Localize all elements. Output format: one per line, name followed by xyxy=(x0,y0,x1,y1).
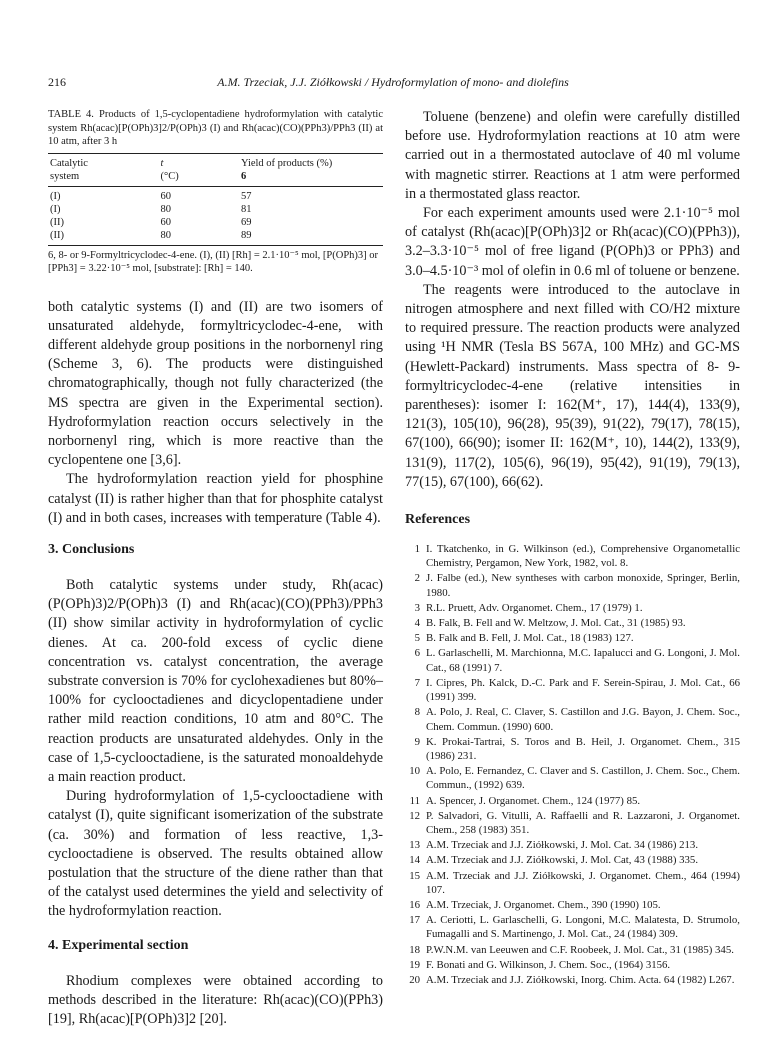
table-cell: (II) xyxy=(50,216,64,228)
reference-text: A. Polo, J. Real, C. Claver, S. Castillon and J.G. Bayon, J. Chem. Soc., Chem. Commun. (1990) 600. xyxy=(426,706,740,733)
reference-item xyxy=(405,616,740,630)
reference-number: 2 xyxy=(414,572,420,585)
reference-text: F. Bonati and G. Wilkinson, J. Chem. Soc., (1964) 3156. xyxy=(426,958,671,971)
reference-text: A.M. Trzeciak and J.J. Ziółkowski, Inorg. Chim. Acta. 64 (1982) L267. xyxy=(426,973,735,986)
reference-number: 15 xyxy=(409,869,420,882)
table-4 xyxy=(48,153,383,246)
body-paragraph: The hydroformylation reaction yield for phosphine catalyst (II) is rather higher than that for phosphite catalyst (I) and in both cases, increases with temperature (Table 4). xyxy=(48,471,383,526)
table-footnote: 6, 8- or 9-Formyltricyclodec-4-ene. (I), (II) [Rh] = 2.1·10⁻⁵ mol, [P(OPh)3] or [PPh3] = 3.22·10⁻⁵ mol, [substrate]: [Rh] = 140. xyxy=(48,249,379,274)
table-header-row xyxy=(48,153,383,170)
reference-text: L. Garlaschelli, M. Marchionna, M.C. Iapalucci and G. Longoni, J. Mol. Cat., 68 (1991) 7. xyxy=(426,647,740,674)
section-heading: 3. Conclusions xyxy=(48,541,135,557)
reference-number: 10 xyxy=(409,765,420,778)
column-header: t xyxy=(159,153,239,170)
reference-number: 11 xyxy=(409,794,420,807)
body-paragraph: Toluene (benzene) and olefin were carefully distilled before use. Hydroformylation reactions at 10 atm were carried out in a thermostated autoclave of 40 ml volume with magnetic stirrer. Reactions at 1 atm were performed in a thermostated glass reactor. xyxy=(405,109,740,202)
reference-text: A. Spencer, J. Organomet. Chem., 124 (1977) 85. xyxy=(426,794,641,807)
reference-number: 7 xyxy=(414,676,420,689)
reference-text: B. Falk, B. Fell and W. Meltzow, J. Mol. Cat., 31 (1985) 93. xyxy=(426,617,686,630)
table-row xyxy=(48,203,383,216)
reference-number: 16 xyxy=(409,898,420,911)
body-paragraph: Rhodium complexes were obtained according to methods described in the literature: Rh(acac)(CO)(PPh3) [19], Rh(acac)[P(OPh)3]2 [20]. xyxy=(48,972,383,1027)
reference-item xyxy=(405,973,740,987)
reference-item xyxy=(405,853,740,867)
reference-item xyxy=(405,764,740,792)
reference-text: K. Prokai-Tartrai, S. Toros and B. Heil, J. Organomet. Chem., 315 (1986) 231. xyxy=(426,735,740,762)
reference-number: 17 xyxy=(409,914,420,927)
reference-text: A.M. Trzeciak, J. Organomet. Chem., 390 (1990) 105. xyxy=(426,898,661,911)
table-cell: 80 xyxy=(159,229,239,246)
body-paragraph: For each experiment amounts used were 2.1·10⁻⁵ mol of catalyst (Rh(acac)[P(OPh)3]2 or Rh(acac)(CO)(PPh3)), 3.2–3.3·10⁻⁵ mol of free ligand (P(OPh)3 or PPh3) and 3.0–4.5·10⁻³ mol of olefin in 0.6 ml of toluene or benzene. xyxy=(405,205,740,279)
reference-number: 5 xyxy=(414,632,420,645)
reference-text: I. Tkatchenko, in G. Wilkinson (ed.), Comprehensive Organometallic Chemistry, Pergamon, New York, 1982, vol. 8. xyxy=(426,543,740,570)
reference-number: 18 xyxy=(409,943,420,956)
reference-item xyxy=(405,676,740,704)
table-cell: 60 xyxy=(160,190,172,202)
reference-number: 19 xyxy=(409,958,420,971)
table-cell: 57 xyxy=(240,190,252,202)
table-cell: 60 xyxy=(160,216,172,228)
reference-number: 14 xyxy=(409,854,420,867)
reference-text: R.L. Pruett, Adv. Organomet. Chem., 17 (1979) 1. xyxy=(426,601,643,614)
table-cell: 89 xyxy=(239,229,383,246)
reference-number: 4 xyxy=(414,617,420,630)
reference-item xyxy=(405,571,740,599)
reference-number: 20 xyxy=(409,973,420,986)
reference-item xyxy=(405,705,740,733)
table-row xyxy=(48,186,383,203)
reference-text: P.W.N.M. van Leeuwen and C.F. Roobeek, J. Mol. Cat., 31 (1985) 345. xyxy=(426,943,734,956)
table-row xyxy=(48,229,383,246)
reference-number: 9 xyxy=(414,735,420,748)
right-column xyxy=(405,108,740,988)
reference-text: A. Ceriotti, L. Garlaschelli, G. Longoni, M.C. Malatesta, D. Strumolo, Fumagalli and S. Martinengo, J. Mol. Cat., 24 (1984) 309. xyxy=(426,914,740,941)
reference-item xyxy=(405,631,740,645)
reference-text: B. Falk and B. Fell, J. Mol. Cat., 18 (1983) 127. xyxy=(426,632,634,645)
table-cell: (I) xyxy=(50,203,61,215)
body-paragraph: The reagents were introduced to the autoclave in nitrogen atmosphere and next filled with CO/H2 mixture to required pressure. The reaction products were analyzed using ¹H NMR (Tesla BS 567A, 100 MHz) and GC-MS (Hewlett-Packard) instruments. Mass spectra of 8- 9-formyltricyclodec-4-ene (relative intensities in parentheses): isomer I: 162(M⁺, 17), 144(4), 133(9), 121(3), 105(10), 96(28), 95(39), 91(22), 79(17), 78(15), 67(100), 66(90); isomer II: 162(M⁺, 10), 144(2), 133(9), 131(9), 117(2), 105(6), 96(19), 95(42), 91(19), 79(13), 77(15), 67(100), 66(62). xyxy=(405,281,740,490)
body-paragraph: During hydroformylation of 1,5-cyclooctadiene with catalyst (I), quite significant isomerization of the substrate (ca. 30%) and formation of less reactive, 1,3-cyclooctadiene is observed. The results obtained allow postulation that the structure of the diene rather than that of the catalyst used determines the yield and selectivity of the hydroformylation reaction. xyxy=(48,788,383,920)
table-cell: (I) xyxy=(50,190,61,202)
reference-text: A.M. Trzeciak and J.J. Ziółkowski, J. Organomet. Chem., 464 (1994) 107. xyxy=(426,869,740,896)
table-cell: 69 xyxy=(240,216,252,228)
reference-number: 1 xyxy=(414,543,420,556)
reference-item xyxy=(405,913,740,941)
column-header: Yield of products (%) xyxy=(239,153,383,170)
references-heading: References xyxy=(405,512,471,528)
running-title: A.M. Trzeciak, J.J. Ziółkowski / Hydroformylation of mono- and diolefins xyxy=(217,75,569,89)
reference-item xyxy=(405,838,740,852)
reference-item xyxy=(405,542,740,570)
left-column xyxy=(48,108,383,1029)
reference-item xyxy=(405,794,740,808)
table-cell: 81 xyxy=(240,203,252,215)
reference-item xyxy=(405,943,740,957)
reference-item xyxy=(405,735,740,763)
reference-item xyxy=(405,809,740,837)
table-caption: TABLE 4. Products of 1,5-cyclopentadiene hydroformylation with catalytic system Rh(acac)[P(OPh)3]2/P(OPh)3 (I) and Rh(acac)(CO)(PPh3)/PPh3 (II) at 10 atm, after 3 h xyxy=(48,109,383,147)
reference-text: A. Polo, E. Fernandez, C. Claver and S. Castillon, J. Chem. Soc., Chem. Commun., (1992) 639. xyxy=(426,765,740,792)
table-cell: 80 xyxy=(160,203,172,215)
reference-number: 3 xyxy=(414,601,420,614)
column-header: system xyxy=(48,170,159,187)
table-row xyxy=(48,216,383,229)
section-heading: 4. Experimental section xyxy=(48,937,189,953)
reference-item xyxy=(405,898,740,912)
reference-item xyxy=(405,601,740,615)
page-number: 216 xyxy=(48,75,66,89)
reference-text: P. Salvadori, G. Vitulli, A. Raffaelli and R. Lazzaroni, J. Organomet. Chem., 258 (1983) 351. xyxy=(426,809,740,836)
reference-number: 12 xyxy=(409,809,420,822)
reference-number: 8 xyxy=(414,706,420,719)
table-header-row xyxy=(48,170,383,187)
reference-number: 13 xyxy=(409,839,420,852)
column-header: (°C) xyxy=(159,170,239,187)
reference-text: A.M. Trzeciak and J.J. Ziółkowski, J. Mol. Cat, 43 (1988) 335. xyxy=(426,854,699,867)
column-header: Catalytic xyxy=(48,153,159,170)
reference-item xyxy=(405,958,740,972)
reference-text: J. Falbe (ed.), New syntheses with carbon monoxide, Springer, Berlin, 1980. xyxy=(426,572,740,599)
column-header: 6 xyxy=(239,170,383,187)
reference-text: I. Cipres, Ph. Kalck, D.-C. Park and F. Serein-Spirau, J. Mol. Cat., 66 (1991) 399. xyxy=(426,676,740,704)
reference-number: 6 xyxy=(414,647,420,660)
table-cell: (II) xyxy=(48,229,159,246)
reference-item xyxy=(405,646,740,674)
reference-item xyxy=(405,869,740,897)
reference-list xyxy=(405,542,740,987)
body-paragraph: both catalytic systems (I) and (II) are two isomers of unsaturated aldehyde, formyltricyclodec-4-ene, with different aldehyde group positions in the norbornenyl ring (Scheme 3, 6). The products were distinguished chromatographically, though not fully characterized (the MS spectra are given in the Experimental section). Hydroformylation reaction occurs selectively in the norbornenyl ring, which is more reactive than the cyclopentene one [3,6]. xyxy=(48,298,383,469)
body-paragraph: Both catalytic systems under study, Rh(acac)(P(OPh)3)2/P(OPh)3 (I) and Rh(acac)(CO)(PPh3)/PPh3 (II) show similar activity in hydroformylation of cyclic dienes. At ca. 200-fold excess of cyclic diene concentration vs. catalyst concentration, the average substrate conversion is 70% for cyclohexadienes but 80%–100% for cyclooctadienes and dicyclopentadiene under rather mild reaction conditions, 10 atm and 80°C. The reaction products are unsaturated aldehydes. Only in the case of 1,5-cyclooctadiene, is the saturated monoaldehyde a main reaction product. xyxy=(48,576,383,785)
reference-text: A.M. Trzeciak and J.J. Ziółkowski, J. Mol. Cat. 34 (1986) 213. xyxy=(426,839,699,852)
